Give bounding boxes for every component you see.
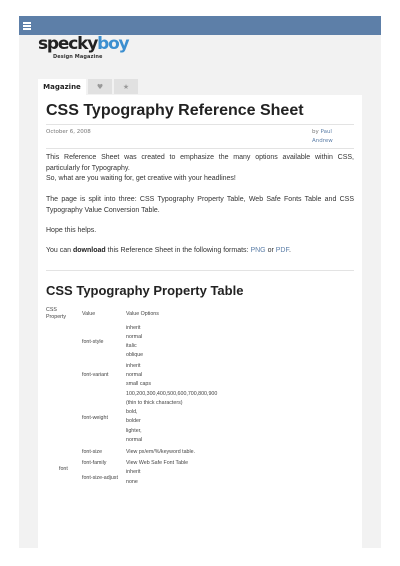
section-divider <box>46 270 354 271</box>
option-item: inherit <box>126 469 141 475</box>
option-item: inherit <box>126 363 141 369</box>
font-size-table-link[interactable]: View px/em/%/keyword table. <box>126 449 196 455</box>
logo-wordmark: speckyboy <box>38 34 129 54</box>
value-font-variant: font-variant <box>82 372 109 378</box>
option-item: 100,200,300,400,500,600,700,800,900 <box>126 391 218 397</box>
option-item: bolder <box>126 418 141 424</box>
option-item: inherit <box>126 325 141 331</box>
value-font-size-adjust: font-size-adjust <box>82 475 118 481</box>
col-header-property-1: CSS <box>46 307 57 313</box>
option-item: (thin to thick characters) <box>126 400 183 406</box>
option-item: normal <box>126 437 143 443</box>
property-font: font <box>59 466 68 472</box>
option-item: bold, <box>126 409 138 415</box>
option-item: small caps <box>126 381 152 387</box>
col-header-property-2: Property <box>46 314 67 320</box>
col-header-value: Value <box>82 311 96 317</box>
option-item: normal <box>126 372 143 378</box>
option-item: none <box>126 479 138 485</box>
tab-magazine[interactable]: Magazine <box>38 79 86 95</box>
hope-paragraph: Hope this helps. <box>46 227 97 234</box>
top-nav-bar <box>19 16 381 35</box>
value-font-size: font-size <box>82 449 103 455</box>
author-link-first[interactable]: Paul <box>320 129 332 135</box>
download-pdf-link[interactable]: PDF <box>275 247 289 254</box>
star-icon: ★ <box>122 82 130 91</box>
property-table-heading: CSS Typography Property Table <box>46 283 244 298</box>
col-header-options: Value Options <box>126 311 159 317</box>
option-item: normal <box>126 334 143 340</box>
logo-tagline: Design Magazine <box>53 54 103 60</box>
value-font-family: font-family <box>82 460 107 466</box>
option-item: lighter, <box>126 428 142 434</box>
site-logo[interactable] <box>38 34 129 62</box>
title-divider <box>46 124 354 125</box>
tab-bar <box>38 79 140 95</box>
value-font-weight: font-weight <box>82 415 108 421</box>
page-title: CSS Typography Reference Sheet <box>46 102 304 119</box>
meta-divider <box>46 148 354 149</box>
hamburger-icon[interactable] <box>23 22 31 29</box>
option-item: oblique <box>126 352 144 358</box>
tab-favorites[interactable] <box>88 79 112 94</box>
intro-paragraph: This Reference Sheet was created to emphasize the many options available within CSS, particularly for Typography. So, what are you waiting for, get creative with your headlines! <box>46 154 354 182</box>
post-date: October 6, 2008 <box>46 129 91 135</box>
post-byline: by Paul Andrew <box>312 129 333 144</box>
value-font-style: font-style <box>82 339 104 345</box>
download-png-link[interactable]: PNG <box>250 247 266 254</box>
tab-starred[interactable] <box>114 79 138 94</box>
heart-icon: ♥ <box>96 82 104 91</box>
structure-paragraph: The page is split into three: CSS Typography Property Table, Web Safe Fonts Table and CSS Typography Value Conversion Table. <box>46 196 354 214</box>
web-safe-font-table-link[interactable]: View Web Safe Font Table <box>126 460 189 466</box>
option-item: italic <box>126 343 137 349</box>
author-link-last[interactable]: Andrew <box>312 138 333 144</box>
download-paragraph: You can download this Reference Sheet in the following formats: PNG or PDF. <box>46 247 291 254</box>
